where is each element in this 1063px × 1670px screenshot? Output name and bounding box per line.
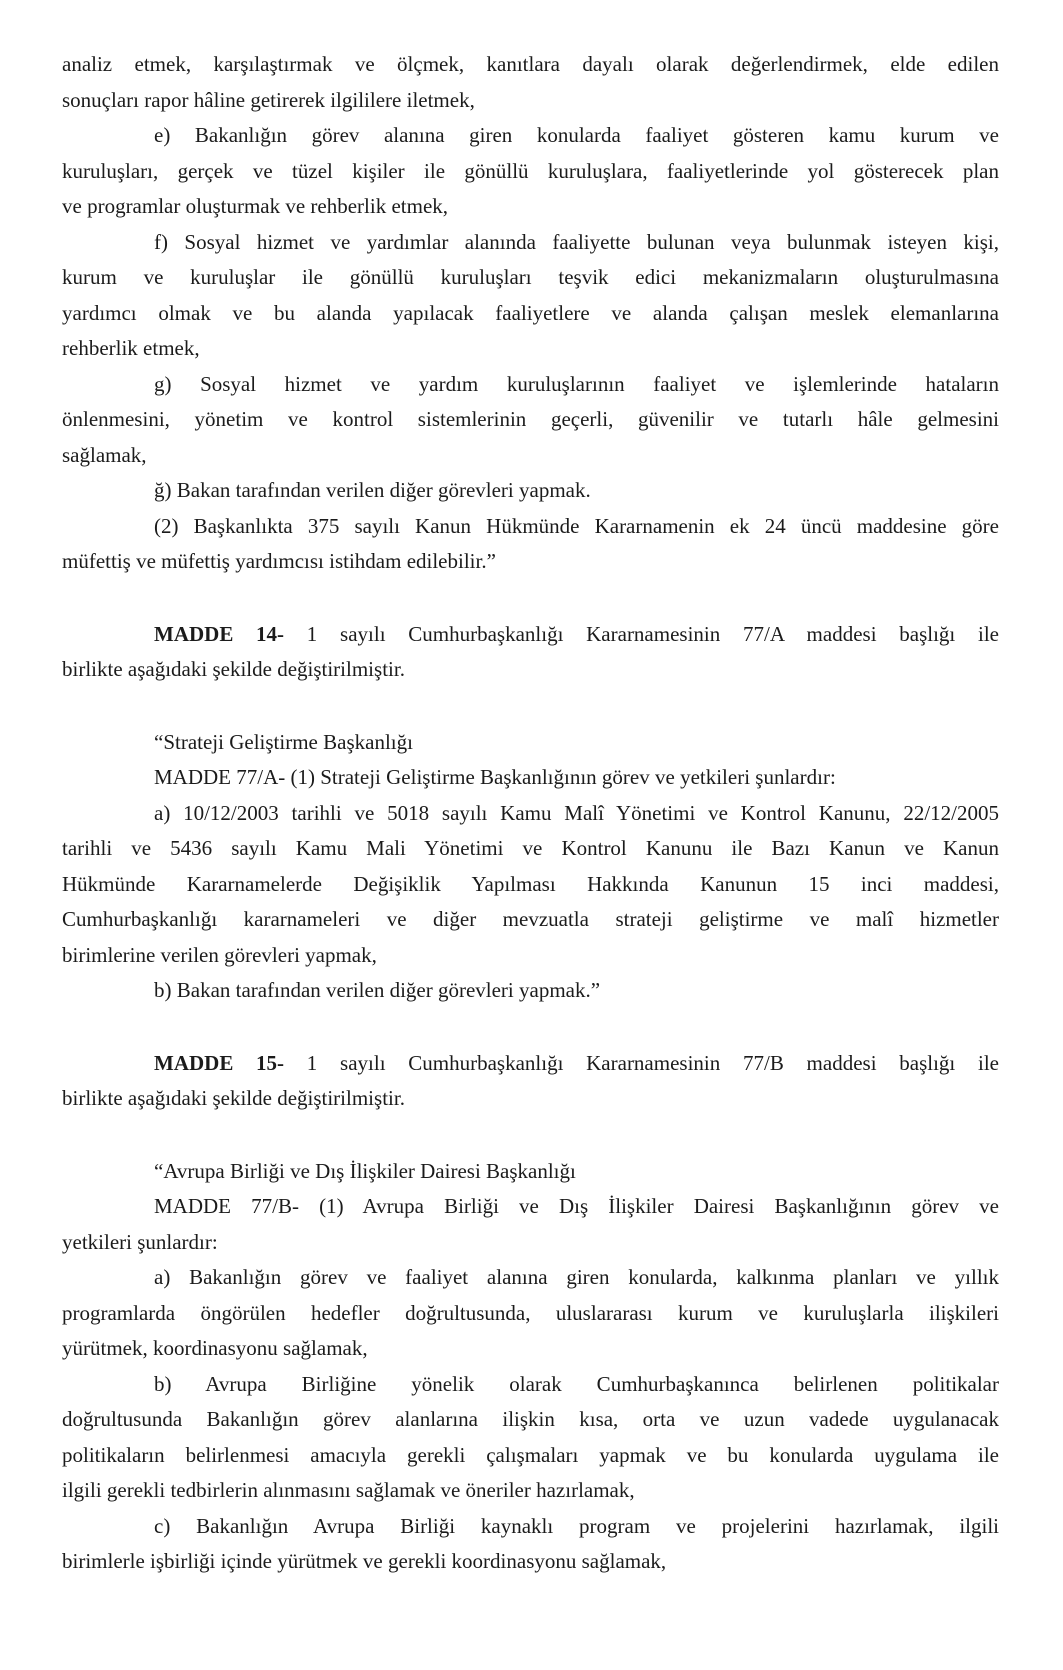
text-line: ilgili gerekli tedbirlerin alınmasını sağlamak ve öneriler hazırlamak,	[62, 1478, 635, 1502]
paragraph	[62, 225, 999, 367]
text-line: a) 10/12/2003 tarihli ve 5018 sayılı Kamu Malî Yönetimi ve Kontrol Kanunu, 22/12/2005	[154, 800, 999, 825]
paragraph	[62, 1367, 999, 1509]
text-line: (2) Başkanlıkta 375 sayılı Kanun Hükmünde Kararnamenin ek 24 üncü maddesine göre	[154, 513, 999, 538]
text-line: yardımcı olmak ve bu alanda yapılacak faaliyetlere ve alanda çalışan meslek elemanlarına	[62, 300, 999, 325]
text-line: ğ) Bakan tarafından verilen diğer görevleri yapmak.	[154, 478, 591, 502]
paragraph	[62, 796, 999, 974]
text-line: MADDE 15- 1 sayılı Cumhurbaşkanlığı Kararnamesinin 77/B maddesi başlığı ile	[154, 1050, 999, 1075]
paragraph	[62, 118, 999, 225]
text-line: birlikte aşağıdaki şekilde değiştirilmiştir.	[62, 657, 405, 681]
text-line: MADDE 77/B- (1) Avrupa Birliği ve Dış İlişkiler Dairesi Başkanlığının görev ve	[154, 1194, 999, 1218]
text-line: yetkileri şunlardır:	[62, 1229, 218, 1254]
text-line: g) Sosyal hizmet ve yardım kuruluşlarının faaliyet ve işlemlerinde hataların	[154, 371, 999, 396]
text-line: doğrultusunda Bakanlığın görev alanlarına ilişkin kısa, orta ve uzun vadede uygulanacak	[62, 1407, 999, 1431]
text-line: sağlamak,	[62, 442, 147, 467]
paragraph	[62, 1154, 999, 1190]
text-line: MADDE 77/A- (1) Strateji Geliştirme Başkanlığının görev ve yetkileri şunlardır:	[154, 765, 836, 789]
text-line: f) Sosyal hizmet ve yardımlar alanında faaliyette bulunan veya bulunmak isteyen kişi,	[154, 229, 999, 254]
paragraph	[62, 1260, 999, 1367]
text-line: kuruluşları, gerçek ve tüzel kişiler ile gönüllü kuruluşlara, faaliyetlerinde yol gösterecek plan	[62, 158, 999, 183]
text-line: Cumhurbaşkanlığı kararnameleri ve diğer mevzuatla strateji geliştirme ve malî hizmetler	[62, 907, 999, 931]
text-line: politikaların belirlenmesi amacıyla gerekli çalışmaları yapmak ve bu konularda uygulama ile	[62, 1442, 999, 1467]
text-line: b) Bakan tarafından verilen diğer görevleri yapmak.”	[154, 978, 601, 1002]
paragraph	[62, 617, 999, 688]
paragraph	[62, 1046, 999, 1117]
paragraph	[62, 725, 999, 761]
text-line: programlarda öngörülen hedefler doğrultusunda, uluslararası kurum ve kuruluşlarla ilişkileri	[62, 1300, 999, 1325]
text-line: MADDE 14- 1 sayılı Cumhurbaşkanlığı Kararnamesinin 77/A maddesi başlığı ile	[154, 621, 999, 646]
text-line: birimlerine verilen görevleri yapmak,	[62, 942, 377, 967]
paragraph	[62, 509, 999, 580]
text-line: birimlerle işbirliği içinde yürütmek ve gerekli koordinasyonu sağlamak,	[62, 1549, 667, 1573]
paragraph	[62, 1189, 999, 1260]
text-line: rehberlik etmek,	[62, 336, 200, 360]
text-line: ve programlar oluşturmak ve rehberlik etmek,	[62, 194, 449, 218]
article-number-bold: MADDE 15-	[154, 1050, 285, 1075]
text-line: birlikte aşağıdaki şekilde değiştirilmiştir.	[62, 1086, 405, 1110]
text-line: kurum ve kuruluşlar ile gönüllü kuruluşları teşvik edici mekanizmaların oluşturulmasına	[62, 265, 999, 289]
article-number-bold: MADDE 14-	[154, 621, 285, 646]
paragraph	[62, 1509, 999, 1580]
paragraph	[62, 973, 999, 1009]
text-line: c) Bakanlığın Avrupa Birliği kaynaklı program ve projelerini hazırlamak, ilgili	[154, 1513, 999, 1538]
document-body	[62, 47, 999, 1580]
text-line: yürütmek, koordinasyonu sağlamak,	[62, 1336, 368, 1360]
text-line: tarihli ve 5436 sayılı Kamu Mali Yönetimi ve Kontrol Kanunu ile Bazı Kanun ve Kanun	[62, 836, 999, 860]
text-line: “Avrupa Birliği ve Dış İlişkiler Dairesi Başkanlığı	[154, 1158, 576, 1183]
paragraph	[62, 367, 999, 474]
paragraph	[62, 760, 999, 796]
paragraph	[62, 473, 999, 509]
text-line: a) Bakanlığın görev ve faaliyet alanına giren konularda, kalkınma planları ve yıllık	[154, 1265, 999, 1289]
text-line: e) Bakanlığın görev alanına giren konularda faaliyet gösteren kamu kurum ve	[154, 123, 999, 147]
text-line: b) Avrupa Birliğine yönelik olarak Cumhurbaşkanınca belirlenen politikalar	[154, 1371, 999, 1396]
paragraph	[62, 47, 999, 118]
text-line: önlenmesini, yönetim ve kontrol sistemlerinin geçerli, güvenilir ve tutarlı hâle gelmesini	[62, 407, 999, 431]
text-line: müfettiş ve müfettiş yardımcısı istihdam edilebilir.”	[62, 549, 496, 573]
text-line: analiz etmek, karşılaştırmak ve ölçmek, kanıtlara dayalı olarak değerlendirmek, elde edilen	[62, 52, 999, 76]
text-line: “Strateji Geliştirme Başkanlığı	[154, 729, 413, 754]
text-line: Hükmünde Kararnamelerde Değişiklik Yapılması Hakkında Kanunun 15 inci maddesi,	[62, 871, 999, 896]
text-line: sonuçları rapor hâline getirerek ilgililere iletmek,	[62, 87, 475, 112]
